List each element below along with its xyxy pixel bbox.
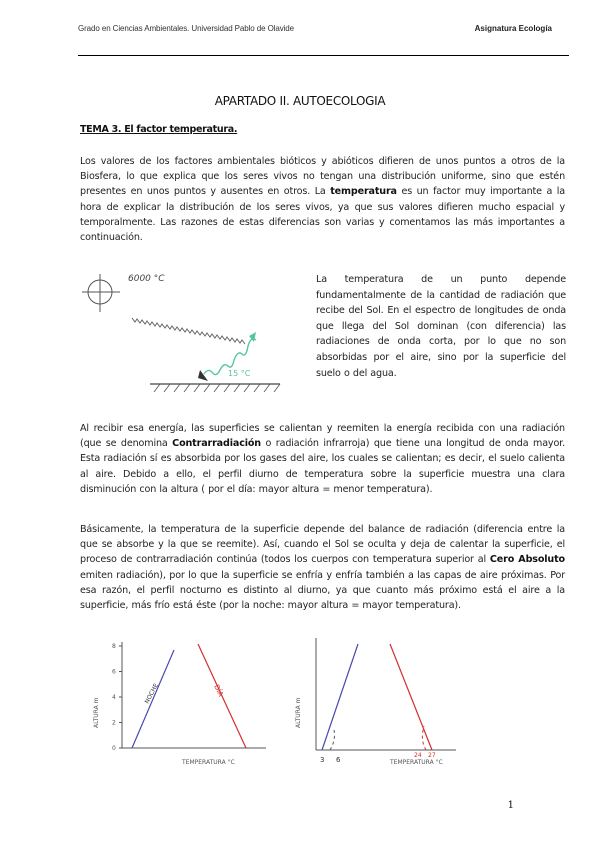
y-axis-label: ALTURA m [295, 697, 302, 728]
page-number: 1 [507, 800, 514, 811]
chart-profile-2 [286, 636, 466, 772]
night-series-label: NOCHE [143, 682, 160, 705]
header-subject: Asignatura Ecología [474, 24, 552, 33]
sun-radiation-figure [80, 262, 302, 398]
dia-profile-line [390, 644, 432, 750]
x-axis-label: TEMPERATURA °C [182, 759, 235, 766]
paragraph-intro: Los valores de los factores ambientales bióticos y abióticos difieren de unos puntos a otros de la Biosfera, lo que explica que los seres vivos no tengan una distribución uniforme, sino que estén presentes en unos puntos y ausentes en otros. La temperatura es un factor muy importante a la hora de explicar la distribución de los seres vivos, ya que sus valores difieren mucho espacial y temporalmente. Las razones de estas diferencias son varias y comentamos las más importantes a continuación. [80, 156, 566, 244]
shortwave-radiation-wave [132, 318, 245, 344]
sun-icon [82, 274, 120, 312]
paragraph-contrarradiacion: Al recibir esa energía, las superficies se calientan y reemiten la energía recibida con una radiación (que se denomina Contrarradiación o radiación infrarroja) que tiene una longitud de onda mayor. Esta radiación sí es absorbida por los gases del aire, los cuales se calientan; es decir, el suelo calienta al aire. Debido a ello, el perfil diurno de temperatura sobre la superficie muestra una clara disminución con la altura ( por el día: mayor altura = menor temperatura). [80, 423, 565, 495]
keyword-contrarradiacion: Contrarradiación [172, 438, 261, 450]
y-tick-label: 4 [112, 694, 116, 701]
day-series-label: DÍA [212, 683, 225, 698]
y-tick-label: 8 [112, 643, 116, 650]
ground-hatching [154, 384, 280, 392]
noche-dashed-line [330, 730, 335, 750]
day-profile-line [198, 644, 246, 748]
y-tick-label: 0 [112, 745, 116, 752]
keyword-cero-absoluto: Cero Absoluto [489, 554, 565, 566]
y-tick-label: 2 [112, 719, 116, 727]
header-course: Grado en Ciencias Ambientales. Universidad Pablo de Olavide [78, 24, 295, 33]
topic-title: TEMA 3. El factor temperatura. [80, 124, 238, 135]
x-tick-6: 6 [336, 756, 341, 764]
night-profile-line [132, 650, 174, 748]
chart-profile-1 [86, 636, 276, 772]
noche-profile-line [322, 644, 358, 750]
x-axis-label: TEMPERATURA °C [390, 759, 443, 766]
x-tick-24: 24 [414, 752, 422, 759]
x-tick-27: 27 [428, 752, 436, 759]
section-title: APARTADO II. AUTOECOLOGIA [214, 94, 386, 108]
x-tick-3: 3 [320, 756, 325, 764]
y-tick-label: 6 [112, 668, 116, 676]
paragraph-balance: Básicamente, la temperatura de la superficie depende del balance de radiación (diferencia entre la que se absorbe y la que se reemite). Así, cuando el Sol se oculta y deja de calentar la superficie, el proceso de contrarradiación continúa (todos los cuerpos con temperatura superior al Cero Absoluto emiten radiación), por lo que la superficie se enfría y enfría también a las capas de aire próximas. Por esa razón, el perfil nocturno es distinto al diurno, ya que cuanto más próximo está el aire a la superficie, más frío está éste (por la noche: mayor altura = mayor temperatura). [80, 524, 565, 612]
sun-temperature-label: 6000 °C [128, 274, 165, 284]
keyword-temperatura: temperatura [330, 186, 397, 198]
y-axis-label: ALTURA m [93, 697, 100, 728]
paragraph-radiation: La temperatura de un punto depende fundamentalmente de la cantidad de radiación que recibe del Sol. En el espectro de longitudes de onda que llega del Sol dominan (con diferencia) las radiaciones de onda corta, por lo que no son absorbidas por el aire, sino por la superficie del suelo o del agua. [316, 274, 566, 379]
header-divider [78, 55, 569, 56]
ground-temperature-label: 15 °C [228, 369, 251, 378]
